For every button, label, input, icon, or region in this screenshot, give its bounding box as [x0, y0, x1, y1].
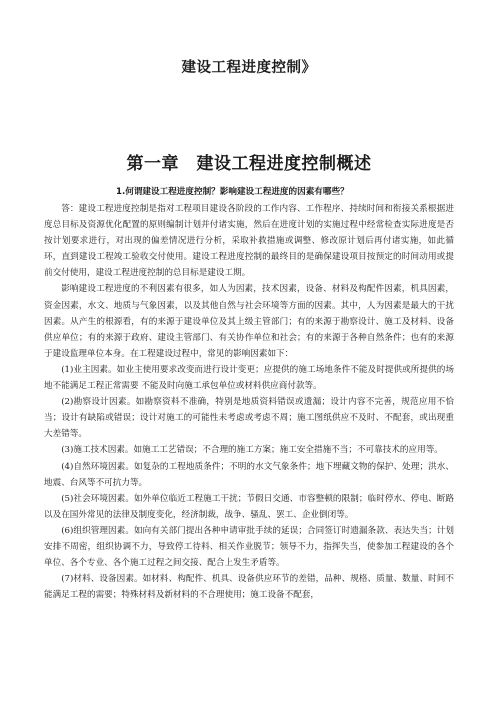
paragraph-owner-factor: (1)业主因素。如业主使用要求改变而进行设计变更；应提供的施工场地条件不能及时提供或所提供的场地不能满足工程正常需要 不能及时向施工承包单位或材料供应商付款等。 [44, 364, 454, 392]
paragraph-social-factor: (5)社会环境因素。如外单位临近工程施工干扰；节假日交通、市容整顿的限制；临时停水、停电、断路 以及在国外常见的法律及制度变化，经济制裁，战争、骚乱、罢工、企业倒闭等。 [44, 493, 454, 520]
question-heading: 1.何谓建设工程进度控制？影响建设工程进度的因素有哪些？ [116, 187, 349, 197]
paragraph-technical-factor: (3)施工技术因素。如施工工艺错误；不合理的施工方案；施工安全措施不当；不可靠技术的应用等。 [61, 445, 443, 456]
paragraph-answer: 答：建设工程进度控制是指对工程项目建设各阶段的工作内容、工作程序、持续时间和衔接关系根据进度总目标及资源优化配置的原则编制计划并付诸实施，然后在进度计划的实施过程中经常检查实际进度是否按计划要求进行，对出现的偏差情况进行分析，采取补救措施或调整、修改原计划后再付诸实施，如此循环，直到建设工程竣工验收交付使用。建设工程进度控制的最终目的是确保建设项目按预定的时间动用或提前交付使用，建设工程进度控制的总目标是建设工期。 [44, 204, 454, 279]
paragraph-factors-intro: 影响建设工程进度的不利因素有很多，如人为因素，技术因素，设备、材料及构配件因素，机具因素，资金因素，水文、地质与气象因素，以及其他自然与社会环境等方面的因素。其中，人为因素是最大的干扰因素。从产生的根源看，有的来源于建设单位及其上级主管部门；有的来源于勘察设计、施工及材料、设备供应单位；有的来源于政府、建设主管部门、有关协作单位和社会；有的来源于各种自然条件；也有的来源于建设监理单位本身。在工程建设过程中，常见的影响因素如下： [44, 284, 454, 359]
chapter-title: 第一章 建设工程进度控制概述 [126, 154, 372, 174]
paragraph-management-factor: (6)组织管理因素。如向有关部门提出各种申请审批手续的延误；合同签订时遗漏条款、表达失当；计划安排不周密，组织协调不力，导致停工待料、相关作业脱节；领导不力，指挥失当，使参加工程建设的各个单位、各个专业、各个施工过程之间交接、配合上发生矛盾等。 [44, 525, 454, 569]
paragraph-material-factor: (7)材料、设备因素。如材料、构配件、机具、设备供应环节的差错，品种、规格、质量、数量、时间不能满足工程的需要；特殊材料及新材料的不合理使用；施工设备不配套， [44, 574, 454, 601]
document-title: 建设工程进度控制》 [181, 60, 317, 76]
paragraph-design-factor: (2)勘察设计因素。如勘察资料不准确，特别是地质资料错误或遗漏；设计内容不完善，规范应用不恰当；设计有缺陷或错误；设计对施工的可能性未考虑或考虑不周；施工图纸供应不及时、不配套，或出现重大差错等。 [44, 397, 454, 440]
body-text [44, 201, 454, 603]
paragraph-natural-factor: (4)自然环境因素。如复杂的工程地质条件；不明的水文气象条件；地下埋藏文物的保护、处理；洪水、地震、台风等不可抗力等。 [44, 461, 454, 488]
